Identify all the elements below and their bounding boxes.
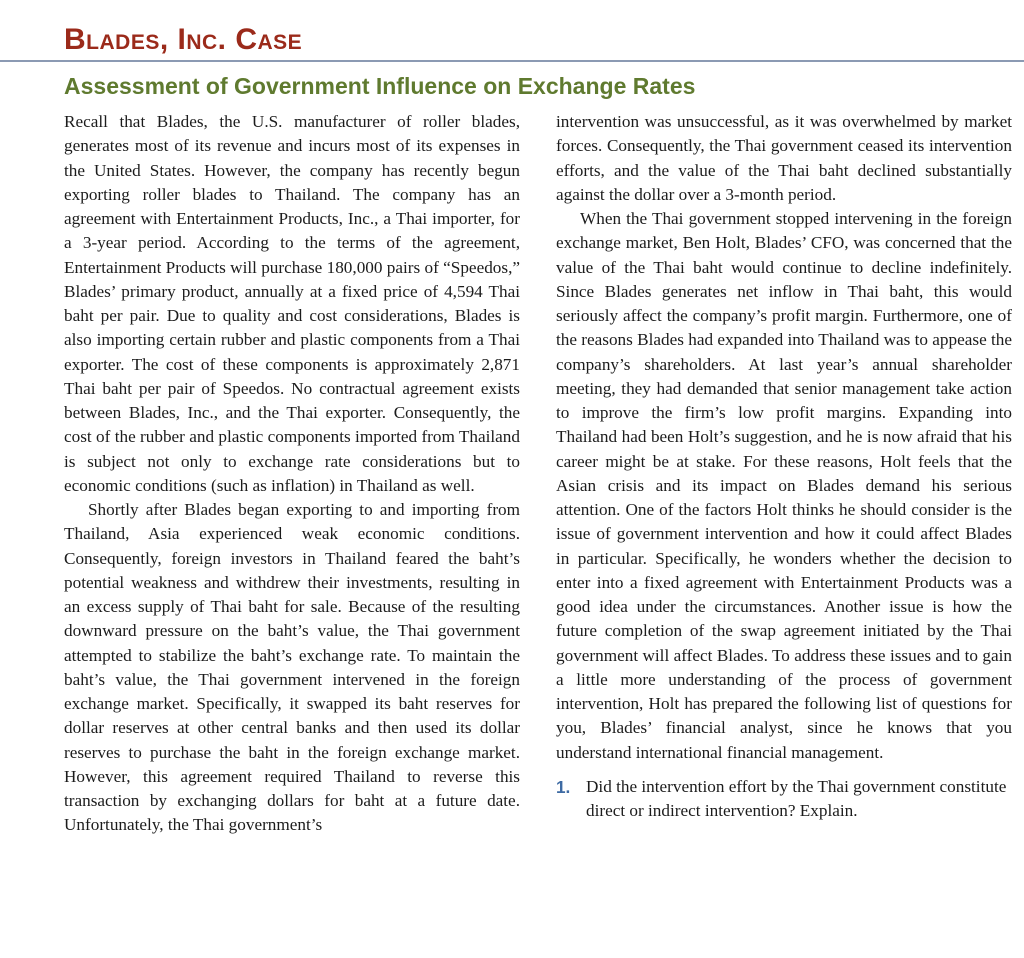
left-column [64, 110, 520, 838]
question-number: 1. [556, 776, 571, 797]
case-title: Blades, Inc. Case [64, 23, 303, 56]
paragraph-intro: Recall that Blades, the U.S. manufacturer of roller blades, generates most of its revenue and incurs most of its expenses in the United States. However, the company has recently begun exporting roller blades to Thailand. The company has an agreement with Entertainment Products, Inc., a Thai importer, for a 3-year period. According to the terms of the agreement, Entertainment Products will purchase 180,000 pairs of “Speedos,” Blades’ primary product, annually at a fixed price of 4,594 Thai baht per pair. Due to quality and cost considerations, Blades is also importing certain rubber and plastic components from a Thai exporter. The cost of these components is approximately 2,871 Thai baht per pair of Speedos. No contractual agreement exists between Blades, Inc., and the Thai exporter. Consequently, the cost of the rubber and plastic components imported from Thailand is subject not only to exchange rate considerations but to economic conditions (such as inflation) in Thailand as well. [64, 112, 520, 495]
question-text: Did the intervention effort by the Thai government constitute direct or indirect intervention? Explain. [586, 776, 1007, 820]
paragraph-holt-concerns: When the Thai government stopped intervening in the foreign exchange market, Ben Holt, Blades’ CFO, was concerned that the value of the Thai baht would continue to decline indefinitely. Since Blades generates net inflow in Thai baht, this would seriously affect the company’s profit margin. Furthermore, one of the reasons Blades had expanded into Thailand was to appease the company’s shareholders. At last year’s annual shareholder meeting, they had demanded that senior management take action to improve the firm’s low profit margins. Expanding into Thailand had been Holt’s suggestion, and he is now afraid that his career might be at stake. For these reasons, Holt feels that the Asian crisis and its impact on Blades demand his serious attention. One of the factors Holt thinks he should consider is the issue of government intervention and how it could affect Blades in particular. Specifically, he wonders whether the decision to enter into a fixed agreement with Entertainment Products was a good idea under the circumstances. Another issue is how the future completion of the swap agreement initiated by the Thai government will affect Blades. To address these issues and to gain a little more understanding of the process of government intervention, Holt has prepared the following list of questions for you, Blades’ financial analyst, since he knows that you understand international financial management. [556, 209, 1012, 762]
paragraph-intervention-result: intervention was unsuccessful, as it was overwhelmed by market forces. Consequently, the Thai government ceased its intervention efforts, and the value of the Thai baht declined substantially against the dollar over a 3-month period. [556, 112, 1012, 204]
paragraph-asia-conditions: Shortly after Blades began exporting to and importing from Thailand, Asia experienced weak economic conditions. Consequently, foreign investors in Thailand feared the baht’s potential weakness and withdrew their investments, resulting in an excess supply of Thai baht for sale. Because of the resulting downward pressure on the baht’s value, the Thai government attempted to stabilize the baht’s exchange rate. To maintain the baht’s value, the Thai government intervened in the foreign exchange market. Specifically, it swapped its baht reserves for dollar reserves at other central banks and then used its dollar reserves to purchase the baht in the foreign exchange market. However, this agreement required Thailand to reverse this transaction by exchanging dollars for baht at a future date. Unfortunately, the Thai government’s [64, 500, 520, 835]
header-divider [0, 60, 1024, 62]
section-title: Assessment of Government Influence on Exchange Rates [64, 73, 696, 99]
question-item [556, 775, 1012, 824]
right-column [556, 110, 1012, 823]
